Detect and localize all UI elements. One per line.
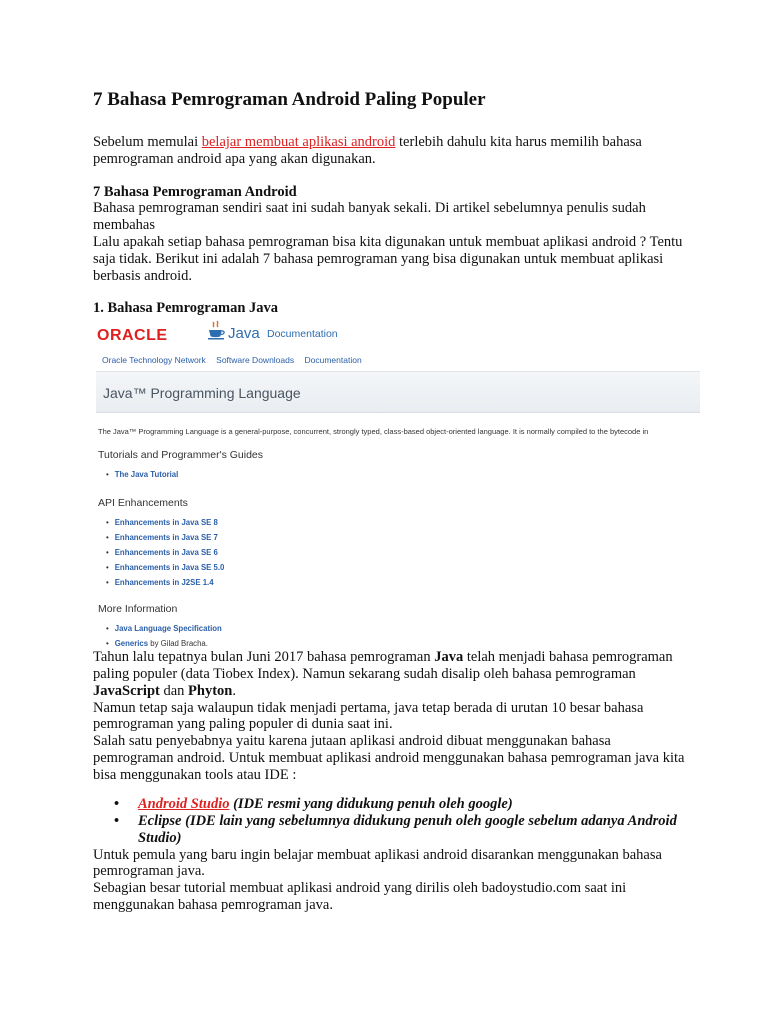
link-java-se-8[interactable]: • Enhancements in Java SE 8: [106, 518, 218, 527]
link-java-se-7[interactable]: • Enhancements in Java SE 7: [106, 533, 218, 542]
beginner-paragraph: Untuk pemula yang baru ingin belajar membuat aplikasi android disarankan menggunakan bahasa pemrograman java.: [93, 846, 662, 880]
section-heading-text: 7 Bahasa Pemrograman Android: [93, 183, 297, 200]
java-text-4: .: [232, 682, 236, 699]
ide-list: [93, 796, 693, 847]
ide-item-android-studio: [138, 796, 693, 813]
link-java-tutorial[interactable]: • The Java Tutorial: [106, 470, 178, 479]
section-more-information: More Information: [98, 603, 178, 616]
javascript-bold: JavaScript: [93, 682, 160, 699]
ide-item-eclipse: • Eclipse (IDE lain yang sebelumnya didukung penuh oleh google sebelum adanya Android Studio): [138, 813, 693, 847]
article-body: [93, 88, 693, 914]
java-bold: Java: [434, 649, 464, 666]
java-logo-text: Java: [228, 325, 260, 343]
section-paragraph-2: Lalu apakah setiap bahasa pemrograman bisa kita digunakan untuk membuat aplikasi android ? Tentu saja tidak. Berikut ini adalah 7 bahasa pemrograman yang bisa digunakan untuk membuat aplikasi berbasis android.: [93, 233, 683, 284]
screenshot-page-title: Java™ Programming Language: [103, 385, 301, 402]
phyton-bold: Phyton: [188, 682, 233, 699]
java-heading-text: 1. Bahasa Pemrograman Java: [93, 300, 279, 317]
screenshot-top-links: [102, 355, 370, 365]
link-j2se-1-4[interactable]: • Enhancements in J2SE 1.4: [106, 578, 214, 587]
reason-paragraph: Salah satu penyebabnya yaitu karena jutaan aplikasi android dibuat menggunakan bahasa pemrograman android. Untuk membuat aplikasi android menggunakan bahasa pemrograman java kita bisa menggunakan tools atau IDE :: [93, 733, 685, 783]
section-paragraph-1: Bahasa pemrograman sendiri saat ini sudah banyak sekali. Di artikel sebelumnya penulis sudah membahas: [93, 200, 646, 234]
link-java-se-6[interactable]: • Enhancements in Java SE 6: [106, 548, 218, 557]
oracle-logo: ORACLE: [97, 327, 168, 345]
java-popularity-paragraph: [93, 649, 693, 699]
intro-text-after: terlebih dahulu kita harus memilih bahasa pemrograman android apa yang akan digunakan.: [93, 134, 642, 167]
documentation-logo-text: Documentation: [267, 328, 338, 341]
java-text-1: Tahun lalu tepatnya bulan Juni 2017 bahasa pemrograman: [93, 649, 435, 666]
android-studio-link[interactable]: Android Studio: [138, 795, 230, 812]
link-oracle-technology-network[interactable]: Oracle Technology Network: [102, 355, 206, 366]
section-api-enhancements: API Enhancements: [98, 497, 188, 510]
section-heading: [93, 184, 693, 201]
article-title: 7 Bahasa Pemrograman Android Paling Populer: [93, 89, 486, 110]
tutorial-paragraph: Sebagian besar tutorial membuat aplikasi android yang dirilis oleh badoystudio.com saat ini menggunakan bahasa pemrograman java.: [93, 880, 627, 913]
link-java-se-5[interactable]: • Enhancements in Java SE 5.0: [106, 563, 224, 572]
java-cup-icon: [205, 319, 227, 341]
generics-author: by Gilad Bracha.: [148, 639, 208, 649]
ide-item-1-text: (IDE resmi yang didukung penuh oleh google): [229, 795, 513, 812]
java-docs-screenshot: [93, 319, 703, 649]
intro-paragraph: [93, 134, 693, 168]
java-heading: [93, 300, 693, 317]
screenshot-header: [95, 319, 455, 345]
intro-text-before: Sebelum memulai: [93, 134, 202, 150]
link-generics[interactable]: Generics: [114, 639, 149, 649]
link-java-language-spec[interactable]: • Java Language Specification: [106, 624, 222, 633]
intro-link[interactable]: belajar membuat aplikasi android: [201, 134, 396, 150]
java-text-3: dan: [159, 682, 189, 699]
screenshot-title-bar: [96, 371, 700, 413]
rank-paragraph: Namun tetap saja walaupun tidak menjadi pertama, java tetap berada di urutan 10 besar bahasa pemrograman yang paling populer di dunia saat ini.: [93, 699, 644, 733]
java-text-2: telah menjadi bahasa pemrograman paling populer (data Tiobex Index). Namun sekarang sudah disalip oleh bahasa pemrograman: [93, 649, 673, 682]
screenshot-description: The Java™ Programming Language is a general-purpose, concurrent, strongly typed, class-based object-oriented language. It is normally compiled to the bytecode in: [98, 427, 649, 437]
generics-list-item: [106, 639, 208, 648]
link-software-downloads[interactable]: Software Downloads: [216, 355, 295, 366]
section-tutorials: Tutorials and Programmer's Guides: [98, 449, 264, 462]
link-documentation[interactable]: Documentation: [304, 355, 362, 366]
